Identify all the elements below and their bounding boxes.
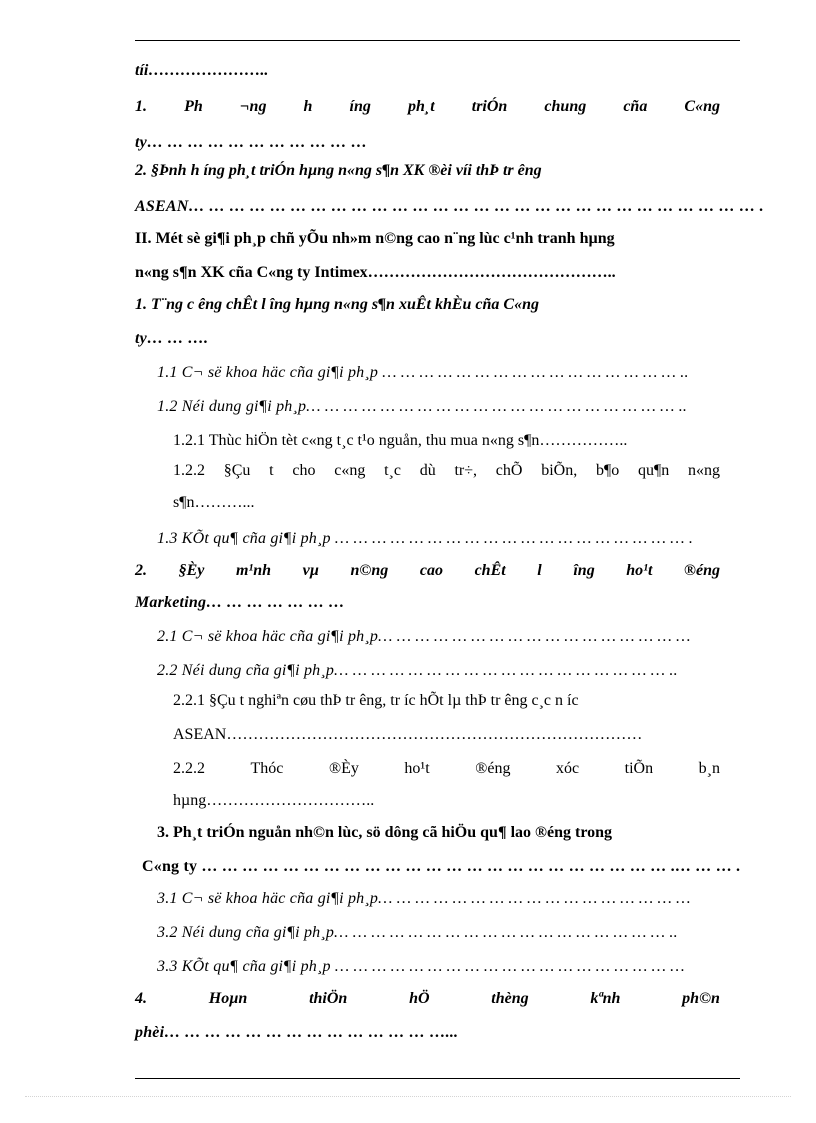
- toc-line-16: 2. §Èy m¹nh vµ n©ng cao chÊt l îng ho¹t ®éng: [135, 562, 720, 579]
- toc-line-1: tíi…………………..: [135, 62, 269, 79]
- toc-line-23: hµng…………………………..: [173, 792, 375, 809]
- toc-line-7: n«ng s¶n XK cña C«ng ty Intimex………………………………………..: [135, 264, 616, 281]
- toc-line-11: 1.2 Néi dung gi¶i ph¸p… … … … … … … … … … … … … … … … … … … … ..: [157, 398, 688, 415]
- toc-line-6: II. Mét sè gi¶i ph¸p chñ yÕu nh»m n©ng cao n¨ng lùc c¹nh tranh hµng: [135, 230, 615, 247]
- toc-line-22: 2.2.2 Thóc ®Èy ho¹t ®éng xóc tiÕn b¸n: [173, 760, 720, 777]
- toc-line-26: 3.1 C¬ së khoa häc cña gi¶i ph¸p… … … … … … … … … … … … … … … … …: [157, 890, 691, 907]
- toc-line-27: 3.2 Néi dung cña gi¶i ph¸p… … … … … … … … … … … … … … … … … … ..: [157, 924, 678, 941]
- toc-line-21: ASEAN……………………………………………………………………: [173, 726, 643, 743]
- toc-line-2: 1. Ph ¬ng h íng ph¸t triÓn chung cña C«ng: [135, 98, 720, 115]
- toc-line-18: 2.1 C¬ së khoa häc cña gi¶i ph¸p… … … … … … … … … … … … … … … … …: [157, 628, 691, 645]
- toc-line-19: 2.2 Néi dung cña gi¶i ph¸p… … … … … … … … … … … … … … … … … … ..: [157, 662, 678, 679]
- toc-line-5: ASEAN… … … … … … … … … … … … … … … … … … … … … … … … … … … … .: [135, 198, 764, 215]
- toc-line-9: ty… … ….: [135, 330, 209, 347]
- toc-line-4: 2. §Þnh h íng ph¸t triÓn hµng n«ng s¶n XK ®èi víi thÞ tr êng: [135, 162, 542, 179]
- toc-line-8: 1. T¨ng c êng chÊt l îng hµng n«ng s¶n xuÊt khÈu cña C«ng: [135, 296, 539, 313]
- footer-rule: [135, 1078, 740, 1079]
- toc-line-13: 1.2.2 §Çu t cho c«ng t¸c dù tr÷, chÕ biÕn, b¶o qu¶n n«ng: [173, 462, 720, 479]
- toc-line-3: ty… … … … … … … … … … …: [135, 134, 368, 151]
- toc-line-17: Marketing… … … … … … …: [135, 594, 345, 611]
- toc-line-20: 2.2.1 §Çu t nghiªn cøu thÞ tr êng, tr íc hÕt lµ thÞ tr êng c¸c n íc: [173, 692, 579, 709]
- header-rule: [135, 40, 740, 41]
- toc-line-10: 1.1 C¬ së khoa häc cña gi¶i ph¸p … … … … … … … … … … … … … … … … ..: [157, 364, 689, 381]
- toc-line-12: 1.2.1 Thùc hiÖn tèt c«ng t¸c t¹o nguån, thu mua n«ng s¶n……………..: [173, 432, 628, 449]
- toc-line-24: 3. Ph¸t triÓn nguån nh©n lùc, sö dông cã hiÖu qu¶ lao ®éng trong: [157, 824, 613, 841]
- toc-line-14: s¶n………...: [173, 494, 255, 511]
- page-edge-dotted-line: [25, 1096, 791, 1097]
- toc-line-15: 1.3 KÕt qu¶ cña gi¶i ph¸p … … … … … … … … … … … … … … … … … … … .: [157, 530, 694, 547]
- toc-line-25: C«ng ty … … … … … … … … … … … … … … … … … … … … … … … .… … … .: [142, 858, 741, 875]
- toc-line-28: 3.3 KÕt qu¶ cña gi¶i ph¸p … … … … … … … … … … … … … … … … … … …: [157, 958, 685, 975]
- toc-line-30: phèi… … … … … … … … … … … … … …...: [135, 1024, 459, 1041]
- toc-line-29: 4. Hoµn thiÖn hÖ thèng kªnh ph©n: [135, 990, 720, 1007]
